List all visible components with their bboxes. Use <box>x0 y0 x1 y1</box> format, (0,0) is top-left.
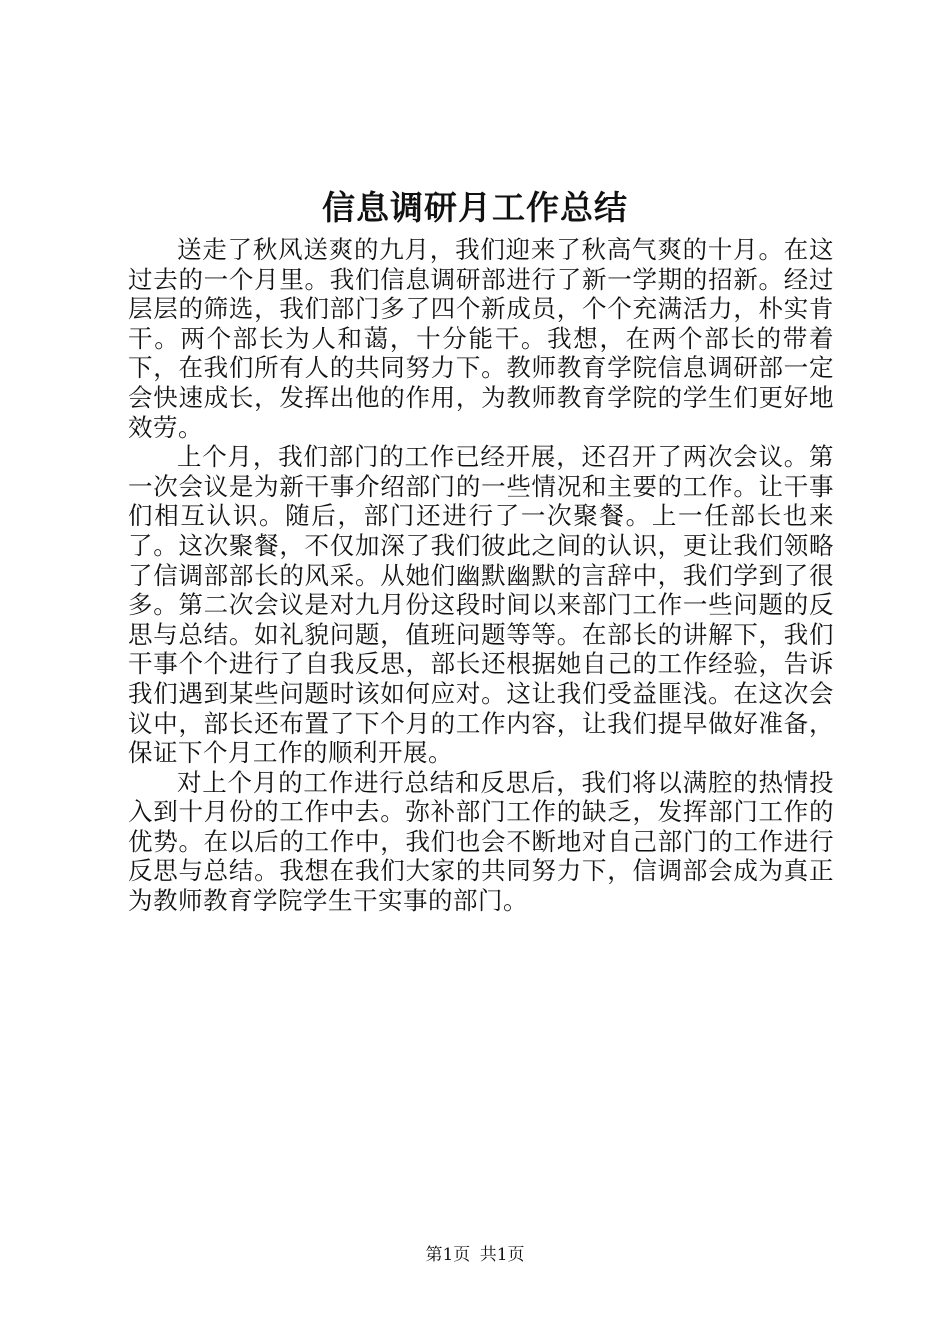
paragraph-1: 送走了秋风送爽的九月，我们迎来了秋高气爽的十月。在这过去的一个月里。我们信息调研部进行了新一学期的招新。经过层层的筛选，我们部门多了四个新成员，个个充满活力，朴实肯干。两个部长为人和蔼，十分能干。我想，在两个部长的带着下，在我们所有人的共同努力下。教师教育学院信息调研部一定会快速成长，发挥出他的作用，为教师教育学院的学生们更好地效劳。 <box>128 235 834 442</box>
paragraph-3: 对上个月的工作进行总结和反思后，我们将以满腔的热情投入到十月份的工作中去。弥补部门工作的缺乏，发挥部门工作的优势。在以后的工作中，我们也会不断地对自己部门的工作进行反思与总结。我想在我们大家的共同努力下，信调部会成为真正为教师教育学院学生干实事的部门。 <box>128 767 834 916</box>
document-title: 信息调研月工作总结 <box>322 188 628 227</box>
document-body <box>128 235 834 916</box>
paragraph-2: 上个月，我们部门的工作已经开展，还召开了两次会议。第一次会议是为新干事介绍部门的一些情况和主要的工作。让干事们相互认识。随后，部门还进行了一次聚餐。上一任部长也来了。这次聚餐，不仅加深了我们彼此之间的认识，更让我们领略了信调部部长的风采。从她们幽默幽默的言辞中，我们学到了很多。第二次会议是对九月份这段时间以来部门工作一些问题的反思与总结。如礼貌问题，值班问题等等。在部长的讲解下，我们干事个个进行了自我反思，部长还根据她自己的工作经验，告诉我们遇到某些问题时该如何应对。这让我们受益匪浅。在这次会议中，部长还布置了下个月的工作内容，让我们提早做好准备，保证下个月工作的顺利开展。 <box>128 442 834 768</box>
page-footer: 第1页 共1页 <box>425 1245 525 1265</box>
